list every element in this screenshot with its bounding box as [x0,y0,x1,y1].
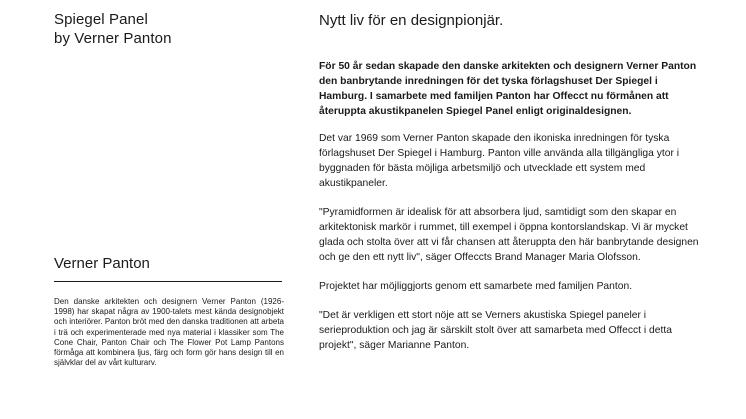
article-paragraph: "Det är verkligen ett stort nöje att se Verners akustiska Spiegel paneler i serieproduktion och jag är särskilt stolt över att samarbeta med Offecct i detta projekt", säger Marianne Panton. [319,310,672,351]
article-headline: Nytt liv för en designpionjär. [319,12,504,29]
article-paragraph: "Pyramidformen är idealisk för att absorbera ljud, samtidigt som den skapar en arkitektonisk markör i rummet, till exempel i öppna kontorslandskap. Vi är mycket glada och stolta över att vi får chansen att återuppta den här banbrytande designen och ge den ett nytt liv", säger Offeccts Brand Manager Maria Olofsson. [319,207,699,263]
product-title-line2: by Verner Panton [54,30,172,47]
article-paragraph: Projektet har möjliggjorts genom ett samarbete med familjen Panton. [319,281,633,292]
article-paragraph: Det var 1969 som Verner Panton skapade den ikoniska inredningen för tyska förlagshuset Der Spiegel i Hamburg. Panton ville använda alla tillgängliga ytor i byggnaden för bästa möjliga arbetsmiljö och utvecklade ett system med akustikpaneler. [319,133,680,189]
article-lead-paragraph: För 50 år sedan skapade den danske arkitekten och designern Verner Panton den banbrytande inredningen för det tyska förlagshuset Der Spiegel i Hamburg. I samarbete med familjen Panton har Offecct nu förmånen att återuppta akustikpanelen Spiegel Panel enligt originaldesignen. [319,61,697,117]
product-title [54,10,284,48]
bio-divider [54,281,282,282]
article-column [319,11,699,367]
bio-heading: Verner Panton [54,255,150,272]
product-title-line1: Spiegel Panel [54,11,148,28]
bio-text: Den danske arkitekten och designern Verner Panton (1926-1998) har skapat några av 1900-talets mest kända designobjekt och interiörer. Panton bröt med den danska traditionen att arbeta i trä och experimenterade med nya material i klassiker som The Cone Chair, Panton Chair och The Flower Pot Lamp Pantons förmåga att kombinera ljus, färg och form gör hans design till en självklar del av vårt kulturarv. [54,297,284,368]
left-column [54,10,284,48]
